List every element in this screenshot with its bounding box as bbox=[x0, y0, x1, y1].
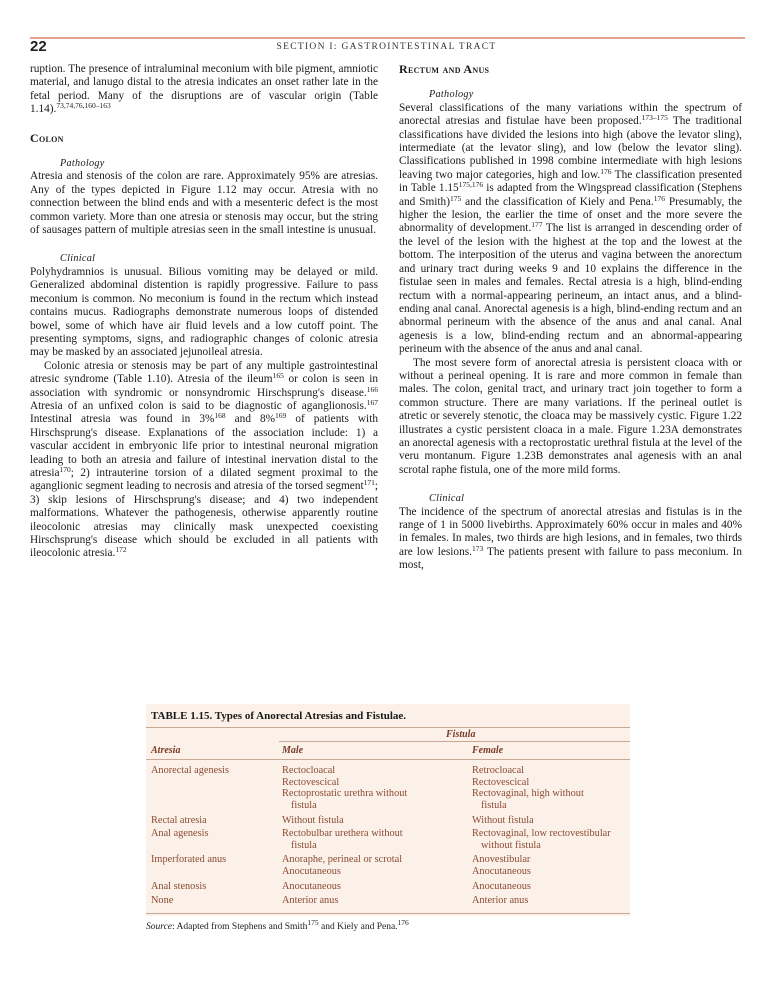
table-title: TABLE 1.15. Types of Anorectal Atresias and Fistulae. bbox=[151, 710, 407, 722]
table-cell-atresia: Rectal atresia bbox=[151, 815, 207, 826]
table-col-atresia: Atresia bbox=[151, 745, 181, 756]
table-rule bbox=[279, 741, 630, 742]
colon-pathology-subhead: Pathology bbox=[60, 158, 105, 170]
table-cell-female: Rectovaginal, low rectovestibular without fistula bbox=[472, 828, 611, 851]
table-rule bbox=[146, 913, 630, 914]
colon-clinical-subhead: Clinical bbox=[60, 253, 96, 265]
table-rule bbox=[146, 759, 630, 760]
cloaca-paragraph: The most severe form of anorectal atresia is persistent cloaca with or without a perineal opening. It is rare and more common in female than males. The colon, genital tract, and urinary tract join together to form a common structure. There are many variations. If the perineal outlet is atretic or severely stenotic, the cloaca may be massively cystic. Figure 1.22 illustrates a cystic persistent cloaca in a male. Figure 1.23A demonstrates an anorectal agenesis with a rectoprostatic urethral fistula at the level of the veru montanum. Figure 1.23B demonstrates anal agenesis with an anal scrotal raphe fistula, one of the more mild forms. bbox=[399, 356, 742, 476]
section-title: SECTION I: GASTROINTESTINAL TRACT bbox=[276, 42, 497, 52]
table-cell-male: Anoraphe, perineal or scrotal Anocutaneous bbox=[282, 854, 403, 877]
table-cell-atresia: Imperforated anus bbox=[151, 854, 227, 865]
rectum-anus-heading: Rectum and Anus bbox=[399, 62, 490, 76]
table-rule bbox=[146, 727, 630, 728]
intro-paragraph: ruption. The presence of intraluminal meconium with bile pigment, amniotic material, and lanugo distal to the atresia indicates an onset rather late in the fetal period. Many of the disruptions are of vascular origin (Table 1.14).$^{73,74,76,160-163}$ bbox=[30, 63, 378, 116]
colon-syndromes-paragraph: Colonic atresia or stenosis may be part of any multiple gastrointestinal atresic syndrome (Table 1.10). Atresia of the ileum$^{165}$ or colon is seen in association with syndromic or nonsyndromic Hirschsprung's disease.$^{166}$ Atresia of an unfixed colon is said to be diagnostic of aganglionosis.$^{167}$ Intestinal atresia was found in 3%$^{168}$ and 8%$^{169}$ of patients with Hirschsprung's disease. Explanations of the association include: 1) a vascular accident in embryonic life prior to intestinal neuronal migration leading to both an atresia and failure of intestinal inervation distal to the atresia$^{170}$; 2) intrauterine torsion of a dilated segment proximal to the aganglionic segment leading to necrosis and atresia of the torsed segment$^{171}$; 3) skip lesions of Hirschsprung's disease; and 4) two independent malformations. Whatever the pathogenesis, otherwise apparently routine ileocolonic atresias may clinically mask unexpected coexisting Hirschsprung's disease which should be excluded in all patients with ileocolonic atresia.$^{172}$ bbox=[30, 359, 378, 560]
left-column bbox=[30, 63, 378, 561]
table-cell-female: Anterior anus bbox=[472, 895, 529, 906]
rectum-pathology-paragraph: Several classifications of the many variations within the spectrum of anorectal atresias and fistulae have been proposed.$^{173-175}$ The traditional classifications have divided the lesions into high (above the levator sling), intermediate (at the levator sling), and low (below the levator sling). Classifications published in 1998 combine intermediate with high lesions leaving two major categories, high and low.$^{176}$ The classification presented in Table 1.15$^{175,176}$ is adapted from the Wingspread classification (Stephens and Smith)$^{175}$ and the classification of Kiely and Pena.$^{176}$ Presumably, the higher the lesion, the earlier the time of onset and the more severe the abnormality of development.$^{177}$ The list is arranged in descending order of the level of the lesion with the highest at the top and the lowest at the bottom. The interposition of the uterus and vagina between the anorectum and urinary tract during weeks 9 and 10 explains the difference in the fistulae seen in males and females. Rectal atresia is a high, blind-ending rectum with a normal-appearing perineum, an intact anus, and a blind-ending anal canal. Anorectal agenesis is a high, blind-ending rectum and an abnormal perineum with the absence of the anus and anal canal. Anal agenesis is a low, blind-ending rectum and an abnormal-appearing perineum with the absence of the anus and anal canal. bbox=[399, 101, 743, 356]
table-cell-female: Anocutaneous bbox=[472, 881, 531, 892]
table-cell-male: Rectobulbar urethera without fistula bbox=[282, 828, 403, 851]
table-cell-atresia: Anorectal agenesis bbox=[151, 765, 230, 776]
page-number: 22 bbox=[30, 38, 47, 55]
table-cell-female: Without fistula bbox=[472, 815, 534, 826]
table-cell-male: Rectocloacal Rectovescical Rectoprostatic urethra without fistula bbox=[282, 765, 408, 812]
table-col-female: Female bbox=[472, 745, 504, 756]
table-cell-female: Anovestibular Anocutaneous bbox=[472, 854, 531, 877]
table-cell-male: Without fistula bbox=[282, 815, 344, 826]
colon-clinical-paragraph: Polyhydramnios is unusual. Bilious vomiting may be delayed or mild. Generalized abdominal distention is rapidly progressive. Failure to pass meconium is common. No meconium is found in the rectum which instead contains mucus. Radiographs demonstrate numerous loops of distended bowel, some of which have air fluid levels and a low cutoff point. The presenting symptoms, signs, and radiographic changes of colonic atresia may be masked by an associated jejunoileal atresia. bbox=[30, 265, 378, 359]
rectum-pathology-subhead: Pathology bbox=[429, 89, 474, 101]
table-group-header: Fistula bbox=[446, 729, 476, 740]
header-rule bbox=[30, 37, 745, 39]
table-cell-male: Anterior anus bbox=[282, 895, 339, 906]
colon-pathology-paragraph: Atresia and stenosis of the colon are rare. Approximately 95% are atresias. Any of the types depicted in Figure 1.12 may occur. Atresia with no connection between the blind ends and with a mesenteric defect is the most common variety. More than one atresia or stenosis may occur, but the string of sausages pattern of multiple atresias seen in the small intestine is unusual. bbox=[30, 170, 378, 237]
table-source-note: Source: Adapted from Stephens and Smith$^{175}$ and Kiely and Pena.$^{176}$ bbox=[146, 918, 409, 932]
table-cell-female: Retrocloacal Rectovescical Rectovaginal, high without fistula bbox=[472, 765, 584, 812]
right-column bbox=[399, 63, 742, 573]
table-col-male: Male bbox=[282, 745, 304, 756]
table-cell-atresia: Anal stenosis bbox=[151, 881, 207, 892]
table-cell-atresia: Anal agenesis bbox=[151, 828, 209, 839]
table-cell-atresia: None bbox=[151, 895, 174, 906]
table-cell-male: Anocutaneous bbox=[282, 881, 341, 892]
colon-heading: Colon bbox=[30, 130, 64, 145]
rectum-clinical-subhead: Clinical bbox=[429, 493, 465, 505]
rectum-clinical-paragraph: The incidence of the spectrum of anorectal atresias and fistulas is in the range of 1 in 5000 livebirths. Approximately 60% occur in males and 40% in females. In males, two thirds are high lesions, and in females, two thirds are low lesions.$^{173}$ The patients present with failure to pass meconium. In most, bbox=[399, 505, 742, 572]
table-anorectal-atresias bbox=[146, 704, 630, 916]
